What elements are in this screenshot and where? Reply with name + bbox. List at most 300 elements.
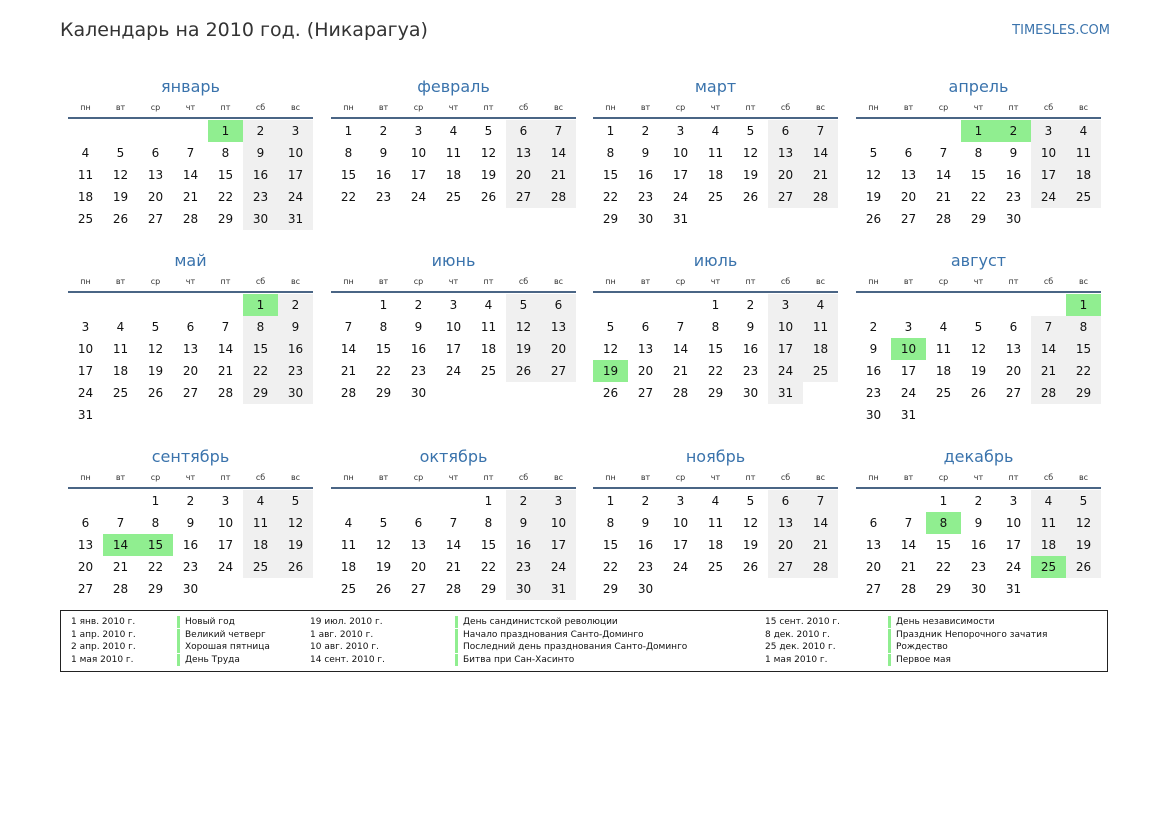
day-cell: 1 <box>484 494 493 508</box>
day-cell: 24 <box>672 190 689 204</box>
day-cell: 14 <box>900 538 917 552</box>
month-10 <box>331 447 576 617</box>
day-cell: 24 <box>672 560 689 574</box>
day-cell: 15 <box>707 342 724 356</box>
weekday-label: вс <box>290 103 301 112</box>
legend-holiday-name: Праздник Непорочного зачатия <box>888 629 1047 641</box>
day-cell: 19 <box>112 190 129 204</box>
weekday-label: сб <box>518 277 529 286</box>
weekday-label: чт <box>448 103 459 112</box>
day-cell: 20 <box>768 534 803 556</box>
day-cell: 13 <box>541 316 576 338</box>
day-cell: 17 <box>900 364 917 378</box>
header-rule <box>593 487 838 489</box>
weekday-label: ср <box>150 473 161 482</box>
day-cell: 12 <box>480 146 497 160</box>
day-cell: 21 <box>217 364 234 378</box>
header-rule <box>856 291 1101 293</box>
day-cell: 3 <box>1009 494 1018 508</box>
legend-date: 14 сент. 2010 г. <box>310 654 386 665</box>
month-4 <box>856 77 1101 247</box>
day-cell: 19 <box>480 168 497 182</box>
day-cell: 19 <box>742 538 759 552</box>
day-cell: 2 <box>641 494 650 508</box>
day-cell: 25 <box>480 364 497 378</box>
holiday-day-cell: 1 <box>961 120 996 142</box>
day-cell: 15 <box>340 168 357 182</box>
day-cell: 27 <box>541 360 576 382</box>
day-cell: 31 <box>77 408 94 422</box>
month-9 <box>68 447 313 617</box>
day-cell: 17 <box>445 342 462 356</box>
weekday-label: пт <box>1008 103 1019 112</box>
day-cell: 5 <box>506 294 541 316</box>
site-link[interactable]: TIMESLES.COM <box>1012 23 1110 38</box>
day-cell: 25 <box>1066 186 1101 208</box>
month-name: июль <box>693 251 738 270</box>
day-cell: 16 <box>278 338 313 360</box>
day-cell: 30 <box>637 582 654 596</box>
day-cell: 25 <box>340 582 357 596</box>
day-cell: 16 <box>1005 168 1022 182</box>
legend-date: 1 апр. 2010 г. <box>71 629 136 640</box>
day-cell: 10 <box>278 142 313 164</box>
day-cell: 4 <box>939 320 948 334</box>
day-cell: 15 <box>1066 338 1101 360</box>
day-cell: 1 <box>606 494 615 508</box>
day-cell: 3 <box>904 320 913 334</box>
day-cell: 11 <box>445 146 462 160</box>
day-cell: 30 <box>410 386 427 400</box>
month-name: май <box>174 251 207 270</box>
day-cell: 3 <box>768 294 803 316</box>
weekday-label: чт <box>185 103 196 112</box>
day-cell: 31 <box>672 212 689 226</box>
day-cell: 20 <box>410 560 427 574</box>
day-cell: 20 <box>506 164 541 186</box>
day-cell: 7 <box>803 490 838 512</box>
day-cell: 30 <box>865 408 882 422</box>
legend-date: 19 июл. 2010 г. <box>310 617 383 627</box>
month-1 <box>68 77 313 247</box>
day-cell: 14 <box>935 168 952 182</box>
day-cell: 26 <box>112 212 129 226</box>
day-cell: 13 <box>410 538 427 552</box>
day-cell: 28 <box>672 386 689 400</box>
day-cell: 11 <box>935 342 952 356</box>
header-rule <box>68 117 313 119</box>
day-cell: 8 <box>1066 316 1101 338</box>
day-cell: 13 <box>900 168 917 182</box>
day-cell: 20 <box>637 364 654 378</box>
month-name: апрель <box>948 77 1009 96</box>
day-cell: 13 <box>865 538 882 552</box>
day-cell: 6 <box>541 294 576 316</box>
day-cell: 26 <box>865 212 882 226</box>
day-cell: 5 <box>379 516 388 530</box>
day-cell: 28 <box>340 386 357 400</box>
day-cell: 20 <box>77 560 94 574</box>
day-cell: 19 <box>506 338 541 360</box>
day-cell: 9 <box>278 316 313 338</box>
day-cell: 10 <box>672 146 689 160</box>
weekday-label: ср <box>150 103 161 112</box>
month-name: ноябрь <box>685 447 746 466</box>
day-cell: 16 <box>637 538 654 552</box>
weekday-label: вс <box>815 277 826 286</box>
day-cell: 15 <box>602 538 619 552</box>
month-name: сентябрь <box>151 447 230 466</box>
day-cell: 29 <box>707 386 724 400</box>
day-cell: 24 <box>77 386 94 400</box>
day-cell: 21 <box>672 364 689 378</box>
month-2 <box>331 77 576 247</box>
legend-date: 1 авг. 2010 г. <box>310 629 374 640</box>
day-cell: 30 <box>1005 212 1022 226</box>
day-cell: 8 <box>151 516 160 530</box>
day-cell: 6 <box>414 516 423 530</box>
day-cell: 22 <box>217 190 234 204</box>
day-cell: 7 <box>803 120 838 142</box>
day-cell: 24 <box>768 360 803 382</box>
day-cell: 6 <box>1009 320 1018 334</box>
day-cell: 11 <box>112 342 129 356</box>
day-cell: 26 <box>970 386 987 400</box>
day-cell: 14 <box>541 142 576 164</box>
day-cell: 3 <box>676 494 685 508</box>
legend-holiday-name: Первое мая <box>888 654 951 666</box>
weekday-label: ср <box>413 473 424 482</box>
day-cell: 28 <box>182 212 199 226</box>
day-cell: 17 <box>77 364 94 378</box>
legend-holiday-name: Хорошая пятница <box>177 641 270 653</box>
day-cell: 8 <box>606 146 615 160</box>
day-cell: 19 <box>278 534 313 556</box>
day-cell: 16 <box>970 538 987 552</box>
day-cell: 8 <box>243 316 278 338</box>
weekday-label: вс <box>553 473 564 482</box>
day-cell: 1 <box>379 298 388 312</box>
day-cell: 15 <box>243 338 278 360</box>
day-cell: 17 <box>278 164 313 186</box>
day-cell: 18 <box>1031 534 1066 556</box>
day-cell: 12 <box>865 168 882 182</box>
weekday-label: сб <box>1043 473 1054 482</box>
day-cell: 6 <box>151 146 160 160</box>
legend-holiday-name: День независимости <box>888 616 995 628</box>
header-rule <box>331 291 576 293</box>
day-cell: 30 <box>278 382 313 404</box>
weekday-label: чт <box>973 103 984 112</box>
day-cell: 4 <box>243 490 278 512</box>
day-cell: 9 <box>414 320 423 334</box>
day-cell: 7 <box>449 516 458 530</box>
header-rule <box>331 117 576 119</box>
day-cell: 28 <box>803 556 838 578</box>
weekday-label: пт <box>220 103 231 112</box>
day-cell: 22 <box>147 560 164 574</box>
day-cell: 6 <box>904 146 913 160</box>
weekday-label: вс <box>290 277 301 286</box>
day-cell: 27 <box>637 386 654 400</box>
weekday-label: пт <box>483 277 494 286</box>
day-cell: 21 <box>935 190 952 204</box>
day-cell: 12 <box>742 146 759 160</box>
day-cell: 15 <box>480 538 497 552</box>
day-cell: 17 <box>217 538 234 552</box>
weekday-label: вт <box>903 473 914 482</box>
weekday-label: сб <box>1043 103 1054 112</box>
day-cell: 26 <box>480 190 497 204</box>
weekday-label: пн <box>868 473 879 482</box>
weekday-label: пн <box>605 473 616 482</box>
day-cell: 18 <box>935 364 952 378</box>
day-cell: 2 <box>278 294 313 316</box>
day-cell: 26 <box>278 556 313 578</box>
day-cell: 22 <box>707 364 724 378</box>
weekday-label: ср <box>150 277 161 286</box>
day-cell: 16 <box>506 534 541 556</box>
weekday-label: чт <box>710 103 721 112</box>
holiday-day-cell: 8 <box>926 512 961 534</box>
day-cell: 13 <box>768 142 803 164</box>
day-cell: 15 <box>970 168 987 182</box>
day-cell: 5 <box>869 146 878 160</box>
month-name: август <box>950 251 1007 270</box>
day-cell: 5 <box>151 320 160 334</box>
day-cell: 20 <box>541 338 576 360</box>
day-cell: 27 <box>182 386 199 400</box>
weekday-label: пн <box>80 473 91 482</box>
day-cell: 9 <box>243 142 278 164</box>
day-cell: 24 <box>900 386 917 400</box>
day-cell: 26 <box>742 190 759 204</box>
weekday-label: вт <box>640 103 651 112</box>
day-cell: 7 <box>904 516 913 530</box>
day-cell: 11 <box>707 146 724 160</box>
day-cell: 9 <box>379 146 388 160</box>
weekday-label: чт <box>973 473 984 482</box>
day-cell: 15 <box>602 168 619 182</box>
day-cell: 6 <box>869 516 878 530</box>
day-cell: 4 <box>1066 120 1101 142</box>
day-cell: 16 <box>410 342 427 356</box>
day-cell: 1 <box>711 298 720 312</box>
day-cell: 6 <box>768 120 803 142</box>
day-cell: 18 <box>77 190 94 204</box>
day-cell: 20 <box>768 164 803 186</box>
day-cell: 31 <box>1005 582 1022 596</box>
month-name: март <box>694 77 737 96</box>
weekday-label: ср <box>675 277 686 286</box>
weekday-label: пн <box>868 277 879 286</box>
day-cell: 21 <box>340 364 357 378</box>
weekday-label: вт <box>903 277 914 286</box>
holiday-day-cell: 14 <box>103 534 138 556</box>
day-cell: 10 <box>217 516 234 530</box>
day-cell: 14 <box>340 342 357 356</box>
day-cell: 3 <box>449 298 458 312</box>
holiday-day-cell: 10 <box>891 338 926 360</box>
header-rule <box>856 117 1101 119</box>
day-cell: 7 <box>939 146 948 160</box>
weekday-label: вт <box>115 103 126 112</box>
day-cell: 21 <box>541 164 576 186</box>
day-cell: 9 <box>974 516 983 530</box>
day-cell: 23 <box>182 560 199 574</box>
day-cell: 13 <box>768 512 803 534</box>
day-cell: 27 <box>147 212 164 226</box>
legend-date: 1 мая 2010 г. <box>765 654 828 665</box>
day-cell: 4 <box>1031 490 1066 512</box>
day-cell: 19 <box>865 190 882 204</box>
day-cell: 27 <box>410 582 427 596</box>
day-cell: 11 <box>707 516 724 530</box>
day-cell: 29 <box>147 582 164 596</box>
day-cell: 5 <box>278 490 313 512</box>
day-cell: 18 <box>707 168 724 182</box>
day-cell: 6 <box>186 320 195 334</box>
weekday-label: чт <box>185 473 196 482</box>
day-cell: 24 <box>541 556 576 578</box>
weekday-label: ср <box>938 103 949 112</box>
day-cell: 16 <box>243 164 278 186</box>
day-cell: 29 <box>375 386 392 400</box>
weekday-label: пт <box>483 103 494 112</box>
day-cell: 22 <box>340 190 357 204</box>
day-cell: 23 <box>1005 190 1022 204</box>
day-cell: 4 <box>711 494 720 508</box>
day-cell: 22 <box>243 360 278 382</box>
day-cell: 7 <box>676 320 685 334</box>
day-cell: 14 <box>182 168 199 182</box>
day-cell: 8 <box>484 516 493 530</box>
day-cell: 21 <box>112 560 129 574</box>
day-cell: 15 <box>375 342 392 356</box>
month-7 <box>593 251 838 421</box>
day-cell: 17 <box>768 338 803 360</box>
weekday-label: ср <box>938 473 949 482</box>
day-cell: 9 <box>1009 146 1018 160</box>
weekday-label: вт <box>378 277 389 286</box>
weekday-label: ср <box>413 277 424 286</box>
day-cell: 18 <box>340 560 357 574</box>
day-cell: 30 <box>970 582 987 596</box>
legend-holiday-name: Начало празднования Санто-Доминго <box>455 629 644 641</box>
day-cell: 10 <box>1005 516 1022 530</box>
day-cell: 1 <box>344 124 353 138</box>
day-cell: 24 <box>410 190 427 204</box>
day-cell: 16 <box>375 168 392 182</box>
day-cell: 23 <box>865 386 882 400</box>
day-cell: 13 <box>1005 342 1022 356</box>
day-cell: 2 <box>974 494 983 508</box>
day-cell: 23 <box>742 364 759 378</box>
day-cell: 14 <box>445 538 462 552</box>
day-cell: 13 <box>637 342 654 356</box>
day-cell: 15 <box>935 538 952 552</box>
legend-date: 25 дек. 2010 г. <box>765 642 836 652</box>
day-cell: 29 <box>970 212 987 226</box>
day-cell: 27 <box>768 556 803 578</box>
day-cell: 16 <box>182 538 199 552</box>
day-cell: 20 <box>182 364 199 378</box>
day-cell: 5 <box>746 124 755 138</box>
holiday-day-cell: 1 <box>243 294 278 316</box>
day-cell: 23 <box>637 190 654 204</box>
day-cell: 12 <box>742 516 759 530</box>
day-cell: 2 <box>869 320 878 334</box>
day-cell: 31 <box>900 408 917 422</box>
day-cell: 1 <box>606 124 615 138</box>
day-cell: 15 <box>217 168 234 182</box>
day-cell: 2 <box>379 124 388 138</box>
month-8 <box>856 251 1101 421</box>
day-cell: 13 <box>147 168 164 182</box>
legend-date: 15 сент. 2010 г. <box>765 617 841 627</box>
day-cell: 4 <box>116 320 125 334</box>
weekday-label: вс <box>1078 473 1089 482</box>
header-rule <box>593 291 838 293</box>
day-cell: 21 <box>1031 360 1066 382</box>
weekday-label: пн <box>605 277 616 286</box>
weekday-label: ср <box>413 103 424 112</box>
weekday-label: чт <box>448 473 459 482</box>
day-cell: 3 <box>81 320 90 334</box>
day-cell: 10 <box>1031 142 1066 164</box>
day-cell: 24 <box>445 364 462 378</box>
day-cell: 28 <box>803 186 838 208</box>
day-cell: 8 <box>606 516 615 530</box>
weekday-label: пт <box>1008 277 1019 286</box>
legend-holiday-name: Новый год <box>177 616 235 628</box>
day-cell: 11 <box>1066 142 1101 164</box>
weekday-label: сб <box>255 103 266 112</box>
month-6 <box>331 251 576 421</box>
day-cell: 9 <box>641 516 650 530</box>
day-cell: 17 <box>541 534 576 556</box>
day-cell: 22 <box>935 560 952 574</box>
day-cell: 10 <box>410 146 427 160</box>
day-cell: 22 <box>375 364 392 378</box>
day-cell: 2 <box>506 490 541 512</box>
day-cell: 6 <box>768 490 803 512</box>
day-cell: 19 <box>147 364 164 378</box>
day-cell: 3 <box>278 120 313 142</box>
weekday-label: вс <box>815 103 826 112</box>
weekday-label: пн <box>343 277 354 286</box>
day-cell: 28 <box>900 582 917 596</box>
day-cell: 5 <box>974 320 983 334</box>
day-cell: 18 <box>1066 164 1101 186</box>
header-rule <box>593 117 838 119</box>
day-cell: 25 <box>935 386 952 400</box>
day-cell: 12 <box>147 342 164 356</box>
day-cell: 31 <box>541 578 576 600</box>
day-cell: 11 <box>243 512 278 534</box>
legend-holiday-name: День сандинистской революции <box>455 616 618 628</box>
holiday-day-cell: 1 <box>208 120 243 142</box>
day-cell: 23 <box>506 556 541 578</box>
day-cell: 8 <box>221 146 230 160</box>
day-cell: 27 <box>1005 386 1022 400</box>
day-cell: 8 <box>379 320 388 334</box>
day-cell: 23 <box>410 364 427 378</box>
legend-row <box>61 629 1109 642</box>
day-cell: 20 <box>900 190 917 204</box>
day-cell: 2 <box>414 298 423 312</box>
day-cell: 13 <box>182 342 199 356</box>
